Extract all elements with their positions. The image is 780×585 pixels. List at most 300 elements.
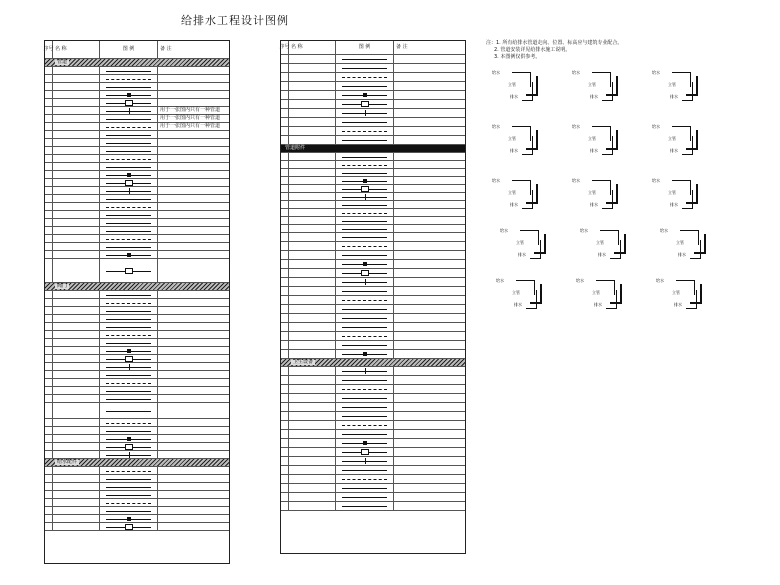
table-row [45,99,229,107]
table-row [281,448,465,457]
fixture-label-mid: 立管 [668,136,676,141]
symbol-line [342,237,387,238]
table-cell [394,341,465,349]
fixture-detail [652,180,712,216]
table-cell [394,185,465,192]
table-cell [394,177,465,184]
table-cell [289,242,336,250]
table-cell [45,291,53,298]
table-cell [289,332,336,340]
table-cell [289,296,336,304]
symbol-mark [129,188,130,194]
table-row [45,123,229,131]
table-cell [53,355,100,362]
table-cell [100,443,158,450]
table-cell [289,287,336,295]
table-cell [289,161,336,168]
table-cell [158,307,229,314]
table-cell [158,211,229,218]
header-no: 序号 [45,41,53,58]
table-cell [100,131,158,138]
table-row [281,41,465,55]
table-cell [158,235,229,242]
table-row [281,169,465,177]
fixture-label-top: 给水 [496,278,504,283]
symbol-line [106,87,151,88]
symbol-line [342,221,387,222]
table-cell [158,523,229,530]
symbol-line [106,311,151,312]
symbol-line [106,215,151,216]
symbol-line [106,159,151,160]
table-cell [45,147,53,154]
table-cell [45,163,53,170]
table-cell [281,475,289,483]
table-cell [100,99,158,106]
table-cell [289,100,336,108]
table-cell [45,171,53,178]
table-cell [394,217,465,224]
table-cell [158,227,229,234]
table-row [45,179,229,187]
symbol-mark [125,356,133,362]
table-cell [45,251,53,258]
fixture-label-bot: 排水 [510,202,518,207]
table-row [45,491,229,499]
table-cell [394,430,465,438]
table-cell [158,163,229,170]
table-row [281,287,465,296]
table-cell [53,315,100,322]
symbol-line [106,223,151,224]
table-cell [100,235,158,242]
table-row [281,457,465,466]
table-row [281,323,465,332]
table-row [45,475,229,483]
table-cell [100,379,158,386]
table-cell [394,385,465,393]
table-row [45,139,229,147]
table-cell [394,493,465,501]
fixture-label-bot: 排水 [510,94,518,99]
table-cell [158,219,229,226]
table-cell [53,451,100,458]
table-row [281,332,465,341]
table-cell [289,421,336,429]
table-cell [45,83,53,90]
pipe-wall [526,130,538,150]
table-cell [336,73,394,81]
table-cell [336,466,394,474]
table-cell [336,376,394,384]
table-row [281,193,465,201]
table-row [45,451,229,459]
pipe-wall [606,76,618,96]
table-cell [281,457,289,465]
table-cell [394,161,465,168]
symbol-line [106,511,151,512]
table-cell [100,475,158,482]
table-cell [53,443,100,450]
symbol-line [106,207,151,208]
symbol-line [342,407,387,408]
table-row [45,363,229,371]
pipe-wall [526,184,538,204]
symbol-line [106,143,151,144]
table-cell [336,118,394,126]
symbol-line [106,391,151,392]
table-cell [100,323,158,330]
table-cell [100,363,158,370]
symbol-line [342,173,387,174]
table-row [281,217,465,225]
table-cell [394,153,465,160]
table-cell [45,395,53,402]
table-cell [158,67,229,74]
symbol-line [106,199,151,200]
table-cell [53,75,100,82]
fixture-label-top: 给水 [656,278,664,283]
table-cell [100,499,158,506]
table-cell [158,499,229,506]
table-cell [336,55,394,63]
table-cell [100,291,158,298]
table-cell [336,323,394,331]
fixture-label-mid: 立管 [508,190,516,195]
table-cell [45,243,53,250]
symbol-line [106,247,151,248]
table-cell [45,211,53,218]
symbol-mark [365,279,366,285]
table-cell [281,412,289,420]
table-cell [100,307,158,314]
table-cell [289,64,336,72]
table-cell [53,131,100,138]
fixture-label-mid: 立管 [668,190,676,195]
table-row [281,209,465,217]
fixture-detail [500,230,560,266]
table-cell [289,91,336,99]
table-cell [394,193,465,200]
table-cell [53,331,100,338]
table-row [45,315,229,323]
table-cell [53,203,100,210]
table-cell [289,118,336,126]
symbol-line [342,345,387,346]
table-cell [336,341,394,349]
table-row [45,291,229,299]
table-cell [289,136,336,144]
fixture-label-mid: 立管 [588,136,596,141]
table-cell [45,139,53,146]
table-cell [281,466,289,474]
table-cell [289,376,336,384]
table-cell [100,339,158,346]
symbol-mark [361,449,369,455]
page-title: 给排水工程设计图例 [181,14,289,27]
table-cell [281,118,289,126]
table-cell [394,323,465,331]
table-cell [158,355,229,362]
table-cell [158,435,229,442]
symbol-line [106,343,151,344]
section-label: 管道 [57,59,68,65]
table-row [281,350,465,359]
fixture-detail [492,72,552,108]
fixture-label-bot: 排水 [674,302,682,307]
table-cell [281,484,289,492]
table-cell [394,209,465,216]
fixture-label-mid: 立管 [592,290,600,295]
table-row [281,109,465,118]
table-cell [289,153,336,160]
table-cell [53,187,100,194]
table-cell [281,242,289,250]
table-cell [289,209,336,216]
table-row [45,443,229,451]
table-cell [336,493,394,501]
table-cell [289,109,336,117]
table-cell [281,64,289,72]
table-row [45,75,229,83]
table-cell [281,91,289,99]
table-cell [336,153,394,160]
symbol-mark [363,441,367,445]
table-row [45,379,229,387]
table-row [45,323,229,331]
table-cell [53,67,100,74]
table-cell [45,467,53,474]
table-cell [336,91,394,99]
table-cell [394,169,465,176]
table-row [281,91,465,100]
symbol-line [342,389,387,390]
table-cell [158,483,229,490]
table-cell [53,475,100,482]
symbol-line [342,497,387,498]
table-cell [100,203,158,210]
fixture-label-bot: 排水 [670,202,678,207]
table-cell [45,235,53,242]
table-row [281,502,465,511]
table-cell [158,315,229,322]
symbol-mark [127,173,131,177]
fixture-label-bot: 排水 [518,252,526,257]
table-row [45,523,229,531]
table-row [45,171,229,179]
table-cell [158,507,229,514]
header-name: 名 称 [53,41,100,58]
table-cell [53,91,100,98]
table-cell [45,131,53,138]
table-cell [336,251,394,259]
table-cell [281,350,289,358]
symbol-line [106,383,151,384]
table-cell [289,475,336,483]
fixture-label-top: 给水 [572,124,580,129]
symbol-mark [363,179,367,183]
table-cell [394,91,465,99]
table-cell [281,269,289,277]
fixture-label-top: 给水 [652,124,660,129]
fixture-label-mid: 立管 [508,82,516,87]
fixture-label-bot: 排水 [590,94,598,99]
table-row [45,307,229,315]
fixture-label-top: 给水 [492,124,500,129]
table-cell [394,376,465,384]
table-row [45,419,229,427]
fixture-detail [652,72,712,108]
symbol-line [106,335,151,336]
fixture-label-mid: 立管 [516,240,524,245]
table-row [45,107,229,115]
table-cell [53,195,100,202]
table-cell [45,203,53,210]
table-row [45,283,229,291]
table-row [281,251,465,260]
table-row [281,421,465,430]
table-cell [289,73,336,81]
pipe-wall [534,234,546,254]
table-cell [158,291,229,298]
fixture-label-top: 给水 [580,228,588,233]
fixture-detail [496,280,556,316]
symbol-mark [361,101,369,107]
table-cell [45,315,53,322]
table-cell [394,484,465,492]
table-cell [289,412,336,420]
symbol-mark [125,444,133,450]
symbol-mark [125,268,133,274]
table-row [45,515,229,523]
table-cell [336,305,394,313]
table-cell [45,419,53,426]
table-cell [289,502,336,510]
table-cell [53,347,100,354]
table-cell [394,233,465,241]
table-row [45,243,229,251]
table-row [281,201,465,209]
table-row [281,260,465,269]
table-row [45,259,229,283]
table-cell [394,314,465,322]
symbol-mark [125,180,133,186]
table-cell [53,483,100,490]
symbol-line [106,411,151,412]
table-cell [336,193,394,200]
symbol-line [342,205,387,206]
table-cell [336,296,394,304]
table-cell [281,201,289,208]
table-row [281,439,465,448]
table-cell [281,153,289,160]
symbol-line [342,425,387,426]
fixture-label-mid: 立管 [512,290,520,295]
table-cell [336,201,394,208]
table-row [45,251,229,259]
table-cell [100,355,158,362]
table-cell [289,260,336,268]
table-row [281,376,465,385]
table-cell [394,100,465,108]
table-cell [394,439,465,447]
symbol-line [106,119,151,120]
pipe-wall [610,284,622,304]
table-cell [289,217,336,224]
table-cell [53,499,100,506]
symbol-line [106,423,151,424]
symbol-line [342,327,387,328]
fixture-label-top: 给水 [576,278,584,283]
table-cell [100,347,158,354]
table-cell [45,483,53,490]
table-cell [281,403,289,411]
table-cell [158,451,229,458]
table-cell [289,269,336,277]
table-cell [100,75,158,82]
table-cell [45,339,53,346]
table-cell [158,259,229,282]
table-cell [45,515,53,522]
table-cell [281,341,289,349]
table-cell [45,299,53,306]
table-cell [158,371,229,378]
table-cell [281,100,289,108]
table-cell [336,242,394,250]
table-row [45,371,229,379]
table-row [45,339,229,347]
table-cell [100,523,158,530]
symbol-line [106,399,151,400]
table-cell [394,305,465,313]
table-cell [281,233,289,241]
fixture-label-bot: 排水 [670,94,678,99]
symbol-mark [125,100,133,106]
table-cell [45,107,53,114]
table-cell [100,483,158,490]
symbol-line [106,319,151,320]
table-row [281,367,465,376]
table-cell [394,287,465,295]
table-cell [289,278,336,286]
symbol-mark [361,270,369,276]
table-cell [394,296,465,304]
table-cell [45,227,53,234]
table-cell [53,379,100,386]
table-cell [158,203,229,210]
table-cell [100,331,158,338]
table-cell [336,278,394,286]
table-cell [394,109,465,117]
fixture-label-bot: 排水 [594,302,602,307]
table-cell [289,350,336,358]
table-cell [100,139,158,146]
table-cell [158,443,229,450]
fixture-label-top: 给水 [652,178,660,183]
table-cell [53,515,100,522]
table-cell [45,99,53,106]
table-row [45,435,229,443]
table-cell [53,115,100,122]
pipe-wall [686,130,698,150]
table-cell [158,171,229,178]
table-row [45,227,229,235]
symbol-mark [363,262,367,266]
fixture-detail [572,72,632,108]
symbol-mark [129,108,130,114]
table-cell [100,147,158,154]
fixture-label-mid: 立管 [672,290,680,295]
